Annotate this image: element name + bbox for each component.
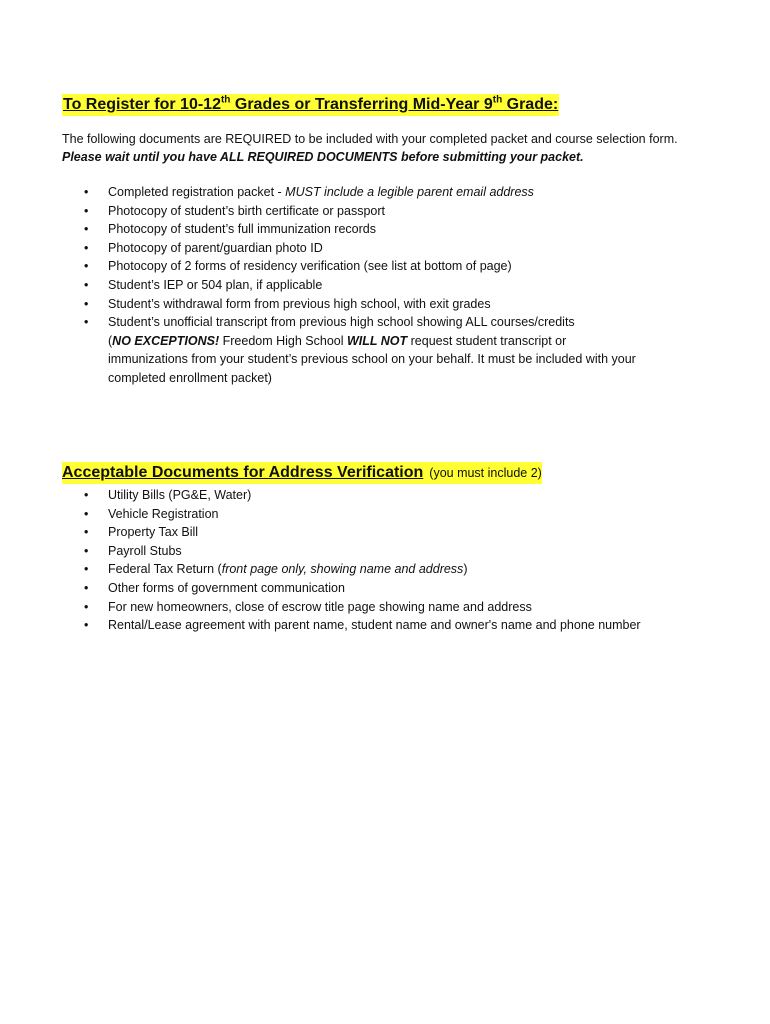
register-heading-sup-2: th [492, 94, 503, 106]
transcript-line: Student’s unofficial transcript from previous high school showing ALL courses/credits [108, 315, 575, 330]
school-text: Freedom High School [219, 333, 347, 348]
bullet-icon: • [84, 296, 89, 311]
will-not-text: WILL NOT [346, 333, 408, 348]
bullet-icon: • [84, 277, 89, 292]
list-item-transcript [84, 313, 644, 387]
item-text: Property Tax Bill [108, 525, 199, 540]
bullet-icon: • [84, 315, 89, 330]
item-text: For new homeowners, close of escrow title page showing name and address [108, 599, 532, 614]
address-heading [62, 462, 542, 484]
register-heading-text-1: To Register for 10-12 [63, 96, 221, 113]
bullet-icon: • [84, 580, 89, 595]
address-heading-title: Acceptable Documents for Address Verification [62, 464, 424, 481]
list-item [84, 276, 644, 295]
bullet-icon: • [84, 259, 89, 274]
bullet-icon: • [84, 203, 89, 218]
register-heading-text-3: Grade: [502, 96, 559, 113]
bullet-icon: • [84, 222, 89, 237]
address-documents-list [84, 486, 724, 635]
bullet-icon: • [84, 185, 89, 199]
transcript-paren: ( [108, 333, 113, 348]
bullet-icon: • [84, 488, 89, 502]
bullet-icon: • [84, 240, 89, 255]
list-item [84, 560, 724, 579]
item-text: Completed registration packet - [108, 185, 286, 199]
list-item [84, 295, 644, 314]
item-text: Student’s IEP or 504 plan, if applicable [108, 277, 323, 292]
intro-line-required: The following documents are REQUIRED to be included with your completed packet and course selection form. [62, 132, 678, 146]
register-heading-sup-1: th [220, 94, 231, 106]
item-text: Other forms of government communication [108, 580, 345, 595]
item-emphasis: MUST include a legible parent email address [285, 185, 534, 199]
register-heading [62, 94, 559, 116]
item-text: Payroll Stubs [108, 543, 182, 558]
intro-line-wait: Please wait until you have ALL REQUIRED DOCUMENTS before submitting your packet. [62, 150, 584, 164]
item-text: Photocopy of parent/guardian photo ID [108, 240, 323, 255]
bullet-icon: • [84, 599, 89, 614]
list-item [84, 257, 644, 276]
list-item [84, 486, 724, 505]
item-text: Federal Tax Return ( [108, 562, 222, 577]
register-heading-text-2: Grades or Transferring Mid-Year 9 [230, 96, 493, 113]
transcript-rest: request student transcript or immunizations from your student’s previous school on your behalf. It must be included with your completed enrollment packet) [108, 333, 636, 385]
register-intro [62, 130, 742, 166]
list-item [84, 542, 724, 561]
item-text: Photocopy of student’s birth certificate or passport [108, 203, 386, 218]
bullet-icon: • [84, 618, 89, 633]
list-item [84, 202, 644, 221]
item-text: Utility Bills (PG&E, Water) [108, 488, 252, 502]
item-text: Rental/Lease agreement with parent name, student name and owner's name and phone number [108, 618, 641, 633]
list-item [84, 523, 724, 542]
list-item [84, 220, 644, 239]
list-item [84, 598, 724, 617]
list-item [84, 579, 724, 598]
list-item [84, 183, 644, 202]
item-text: Photocopy of 2 forms of residency verification (see list at bottom of page) [108, 259, 512, 274]
item-text-close: ) [463, 562, 468, 577]
item-text: Vehicle Registration [108, 506, 219, 521]
list-item [84, 616, 724, 635]
address-heading-note: (you must include 2) [429, 466, 542, 480]
required-documents-list [84, 183, 644, 388]
bullet-icon: • [84, 543, 89, 558]
bullet-icon: • [84, 562, 89, 577]
item-text: Photocopy of student’s full immunization records [108, 222, 376, 237]
no-exceptions-text: NO EXCEPTIONS! [112, 333, 220, 348]
item-text: Student’s withdrawal form from previous high school, with exit grades [108, 296, 491, 311]
bullet-icon: • [84, 525, 89, 540]
list-item [84, 239, 644, 258]
item-emphasis: front page only, showing name and address [221, 562, 464, 577]
list-item [84, 505, 724, 524]
bullet-icon: • [84, 506, 89, 521]
